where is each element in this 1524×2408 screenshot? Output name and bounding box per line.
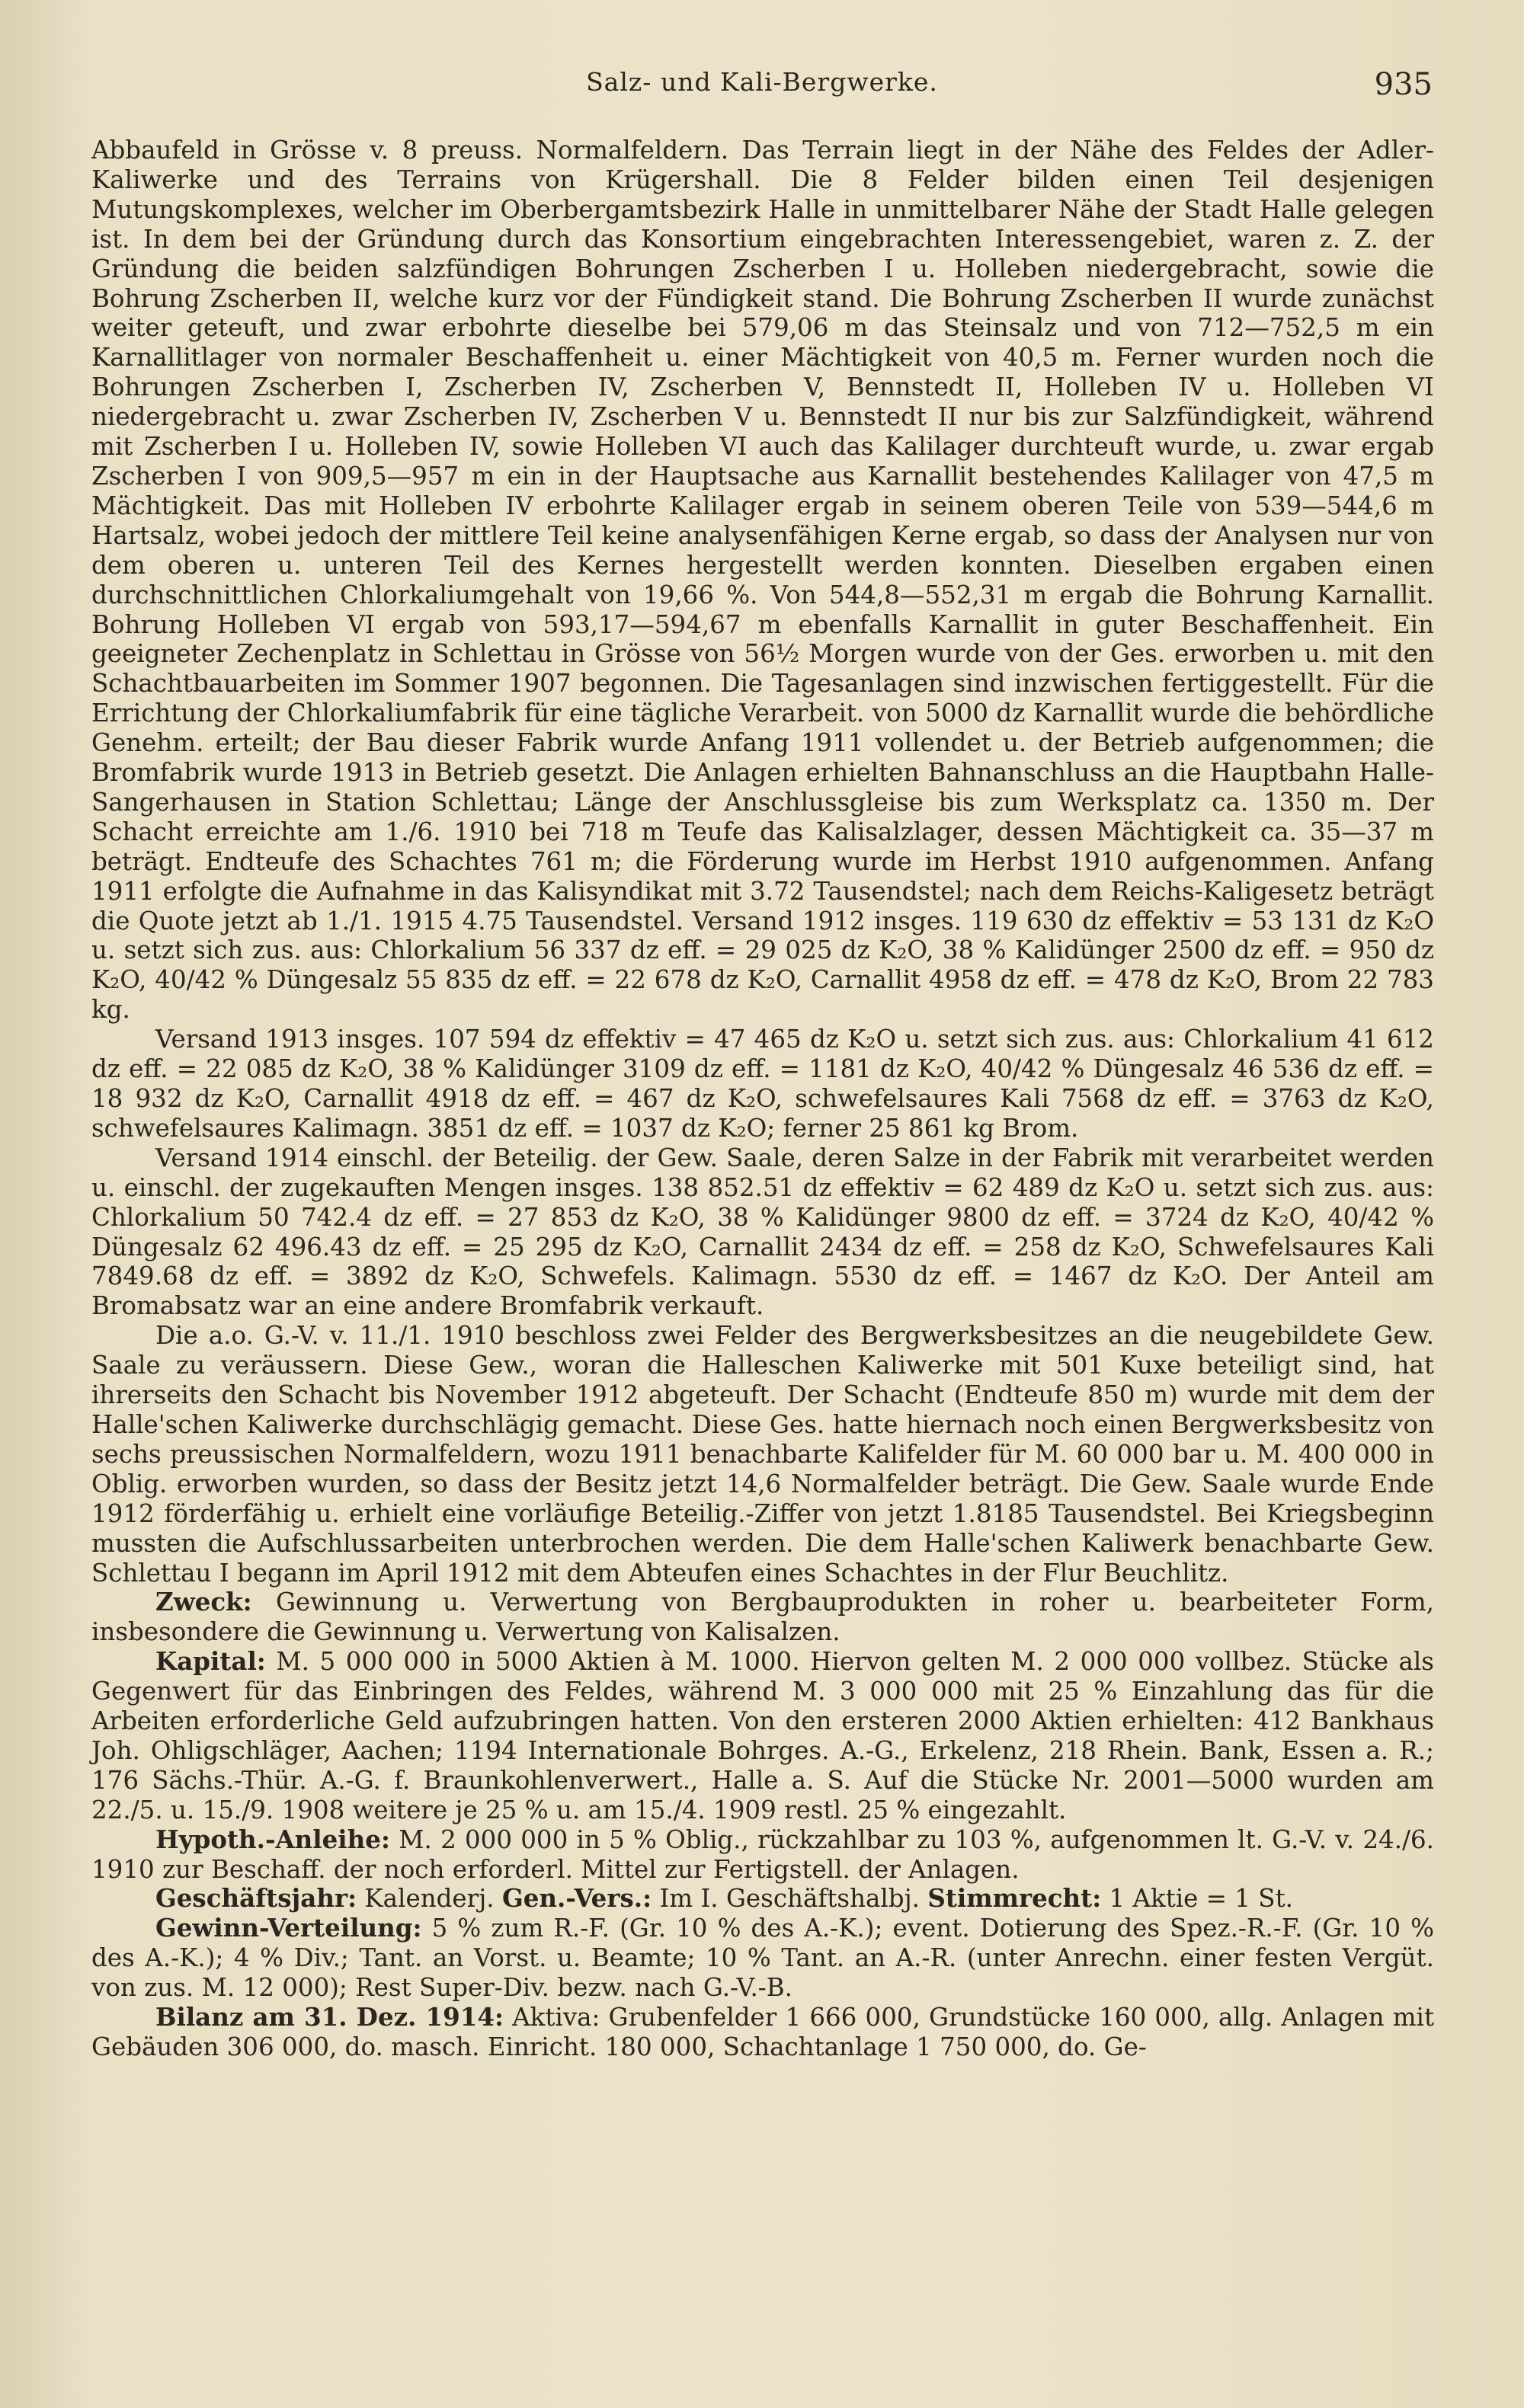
page-header (91, 67, 1433, 110)
bilanz-text: Aktiva: Grubenfelder 1 666 000, Grundstücke 160 000, allg. Anlagen mit Gebäuden 306 000, do. masch. Einricht. 180 000, Schachtanlage 1 750 000, do. Ge- (91, 2003, 1435, 2061)
stimmrecht-label: Stimmrecht: (927, 1883, 1102, 1914)
paragraph-gewinn-verteilung (91, 1914, 1434, 2003)
page-number: 935 (1374, 67, 1433, 102)
hypoth-label: Hypoth.-Anleihe: (155, 1824, 390, 1854)
body-text (91, 136, 1434, 2062)
genvers-text: Im I. Geschäftshalbj. (659, 1884, 920, 1914)
genvers-label: Gen.-Vers.: (501, 1883, 652, 1914)
paragraph-versand-1913: Versand 1913 insges. 107 594 dz effektiv = 47 465 dz K₂O u. setzt sich zus. aus: Chlorkalium 41 612 dz eff. = 22 085 dz K₂O, 38 % Kalidünger 3109 dz eff. = 1181 dz K₂O, 40/42 % Düngesalz 46 536 dz eff. = 18 932 dz K₂O, Carnallit 4918 dz eff. = 467 dz K₂O, schwefelsaures Kali 7568 dz eff. = 3763 dz K₂O, schwefelsaures Kalimagn. 3851 dz eff. = 1037 dz K₂O; ferner 25 861 kg Brom. (91, 1025, 1434, 1143)
stimmrecht-text: 1 Aktie = 1 St. (1109, 1884, 1293, 1914)
bilanz-label: Bilanz am 31. Dez. 1914: (155, 2002, 504, 2032)
paragraph-abbaufeld: Abbaufeld in Grösse v. 8 preuss. Normalfeldern. Das Terrain liegt in der Nähe des Feldes der Adler-Kaliwerke und des Terrains von Krügershall. Die 8 Felder bilden einen Teil desjenigen Mutungskomplexes, welcher im Oberbergamtsbezirk Halle in unmittelbarer Nähe der Stadt Halle gelegen ist. In dem bei der Gründung durch das Konsortium eingebrachten Interessengebiet, waren z. Z. der Gründung die beiden salzfündigen Bohrungen Zscherben I u. Holleben niedergebracht, sowie die Bohrung Zscherben II, welche kurz vor der Fündigkeit stand. Die Bohrung Zscherben II wurde zunächst weiter geteuft, und zwar erbohrte dieselbe bei 579,06 m das Steinsalz und von 712—752,5 m ein Karnallitlager von normaler Beschaffenheit u. einer Mächtigkeit von 40,5 m. Ferner wurden noch die Bohrungen Zscherben I, Zscherben IV, Zscherben V, Bennstedt II, Holleben IV u. Holleben VI niedergebracht u. zwar Zscherben IV, Zscherben V u. Bennstedt II nur bis zur Salzfündigkeit, während mit Zscherben I u. Holleben IV, sowie Holleben VI auch das Kalilager durchteuft wurde, u. zwar ergab Zscherben I von 909,5—957 m ein in der Hauptsache aus Karnallit bestehendes Kalilager von 47,5 m Mächtigkeit. Das mit Holleben IV erbohrte Kalilager ergab in seinem oberen Teile von 539—544,6 m Hartsalz, wobei jedoch der mittlere Teil keine analysenfähigen Kerne ergab, so dass der Analysen nur von dem oberen u. unteren Teil des Kernes hergestellt werden konnten. Dieselben ergaben einen durchschnittlichen Chlorkaliumgehalt von 19,66 %. Von 544,8—552,31 m ergab die Bohrung Karnallit. Bohrung Holleben VI ergab von 593,17—594,67 m ebenfalls Karnallit in guter Beschaffenheit. Ein geeigneter Zechenplatz in Schlettau in Grösse von 56½ Morgen wurde von der Ges. erworben u. mit den Schachtbauarbeiten im Sommer 1907 begonnen. Die Tagesanlagen sind inzwischen fertiggestellt. Für die Errichtung der Chlorkaliumfabrik für eine tägliche Verarbeit. von 5000 dz Karnallit wurde die behördliche Genehm. erteilt; der Bau dieser Fabrik wurde Anfang 1911 vollendet u. der Betrieb aufgenommen; die Bromfabrik wurde 1913 in Betrieb gesetzt. Die Anlagen erhielten Bahnanschluss an die Hauptbahn Halle-Sangerhausen in Station Schlettau; Länge der Anschlussgleise bis zum Werksplatz ca. 1350 m. Der Schacht erreichte am 1./6. 1910 bei 718 m Teufe das Kalisalzlager, dessen Mächtigkeit ca. 35—37 m beträgt. Endteufe des Schachtes 761 m; die Förderung wurde im Herbst 1910 aufgenommen. Anfang 1911 erfolgte die Aufnahme in das Kalisyndikat mit 3.72 Tausendstel; nach dem Reichs-Kaligesetz beträgt die Quote jetzt ab 1./1. 1915 4.75 Tausendstel. Versand 1912 insges. 119 630 dz effektiv = 53 131 dz K₂O u. setzt sich zus. aus: Chlorkalium 56 337 dz eff. = 29 025 dz K₂O, 38 % Kalidünger 2500 dz eff. = 950 dz K₂O, 40/42 % Düngesalz 55 835 dz eff. = 22 678 dz K₂O, Carnallit 4958 dz eff. = 478 dz K₂O, Brom 22 783 kg. (91, 136, 1434, 1025)
paragraph-bilanz (91, 2003, 1434, 2062)
paragraph-geschaeftsjahr (91, 1884, 1434, 1914)
paragraph-versand-1914: Versand 1914 einschl. der Beteilig. der Gew. Saale, deren Salze in der Fabrik mit verarbeitet werden u. einschl. der zugekauften Mengen insges. 138 852.51 dz effektiv = 62 489 dz K₂O u. setzt sich zus. aus: Chlorkalium 50 742.4 dz eff. = 27 853 dz K₂O, 38 % Kalidünger 9800 dz eff. = 3724 dz K₂O, 40/42 % Düngesalz 62 496.43 dz eff. = 25 295 dz K₂O, Carnallit 2434 dz eff. = 258 dz K₂O, Schwefelsaures Kali 7849.68 dz eff. = 3892 dz K₂O, Schwefels. Kalimagn. 5530 dz eff. = 1467 dz K₂O. Der Anteil am Bromabsatz war an eine andere Bromfabrik verkauft. (91, 1143, 1434, 1321)
kapital-label: Kapital: (155, 1646, 266, 1677)
paragraph-gew-saale: Die a.o. G.-V. v. 11./1. 1910 beschloss zwei Felder des Bergwerksbesitzes an die neugebildete Gew. Saale zu veräussern. Diese Gew., woran die Halleschen Kaliwerke mit 501 Kuxe beteiligt sind, hat ihrerseits den Schacht bis November 1912 abgeteuft. Der Schacht (Endteufe 850 m) wurde mit dem der Halle'schen Kaliwerke durchschlägig gemacht. Diese Ges. hatte hiernach noch einen Bergwerksbesitz von sechs preussischen Normalfeldern, wozu 1911 benachbarte Kalifelder für M. 60 000 bar u. M. 400 000 in Oblig. erworben wurden, so dass der Besitz jetzt 14,6 Normalfelder beträgt. Die Gew. Saale wurde Ende 1912 förderfähig u. erhielt eine vorläufige Beteilig.-Ziffer von jetzt 1.8185 Tausendstel. Bei Kriegsbeginn mussten die Aufschlussarbeiten unterbrochen werden. Die dem Halle'schen Kaliwerk benachbarte Gew. Schlettau I begann im April 1912 mit dem Abteufen eines Schachtes in der Flur Beuchlitz. (91, 1321, 1434, 1588)
zweck-label: Zweck: (155, 1587, 252, 1617)
zweck-text: Gewinnung u. Verwertung von Bergbauprodukten in roher u. bearbeiteter Form, insbesondere die Gewinnung u. Verwertung von Kalisalzen. (91, 1588, 1434, 1647)
kapital-text: M. 5 000 000 in 5000 Aktien à M. 1000. Hiervon gelten M. 2 000 000 vollbez. Stücke als Gegenwert für das Einbringen des Feldes, während M. 3 000 000 mit 25 % Einzahlung das für die Arbeiten erforderliche Geld aufzubringen hatten. Von den ersteren 2000 Aktien erhielten: 412 Bankhaus Joh. Ohligschläger, Aachen; 1194 Internationale Bohrges. A.-G., Erkelenz, 218 Rhein. Bank, Essen a. R.; 176 Sächs.-Thür. A.-G. f. Braunkohlenverwert., Halle a. S. Auf die Stücke Nr. 2001—5000 wurden am 22./5. u. 15./9. 1908 weitere je 25 % u. am 15./4. 1909 restl. 25 % eingezahlt. (91, 1647, 1434, 1824)
hypoth-text: M. 2 000 000 in 5 % Oblig., rückzahlbar zu 103 %, aufgenommen lt. G.-V. v. 24./6. 1910 zur Beschaff. der noch erforderl. Mittel zur Fertigstell. der Anlagen. (91, 1824, 1434, 1884)
geschaeftsjahr-text: Kalenderj. (364, 1884, 495, 1914)
paragraph-kapital (91, 1647, 1434, 1824)
gewinn-text: 5 % zum R.-F. (Gr. 10 % des A.-K.); event. Dotierung des Spez.-R.-F. (Gr. 10 % des A.-K.); 4 % Div.; Tant. an Vorst. u. Beamte; 10 % Tant. an A.-R. (unter Anrechn. einer festen Vergüt. von zus. M. 12 000); Rest Super-Div. bezw. nach G.-V.-B. (91, 1914, 1434, 2003)
gewinn-label: Gewinn-Verteilung: (155, 1913, 422, 1943)
paragraph-hypoth-anleihe (91, 1825, 1434, 1885)
paragraph-zweck (91, 1588, 1434, 1647)
running-title: Salz- und Kali-Bergwerke. (586, 67, 938, 97)
geschaeftsjahr-label: Geschäftsjahr: (155, 1883, 357, 1914)
